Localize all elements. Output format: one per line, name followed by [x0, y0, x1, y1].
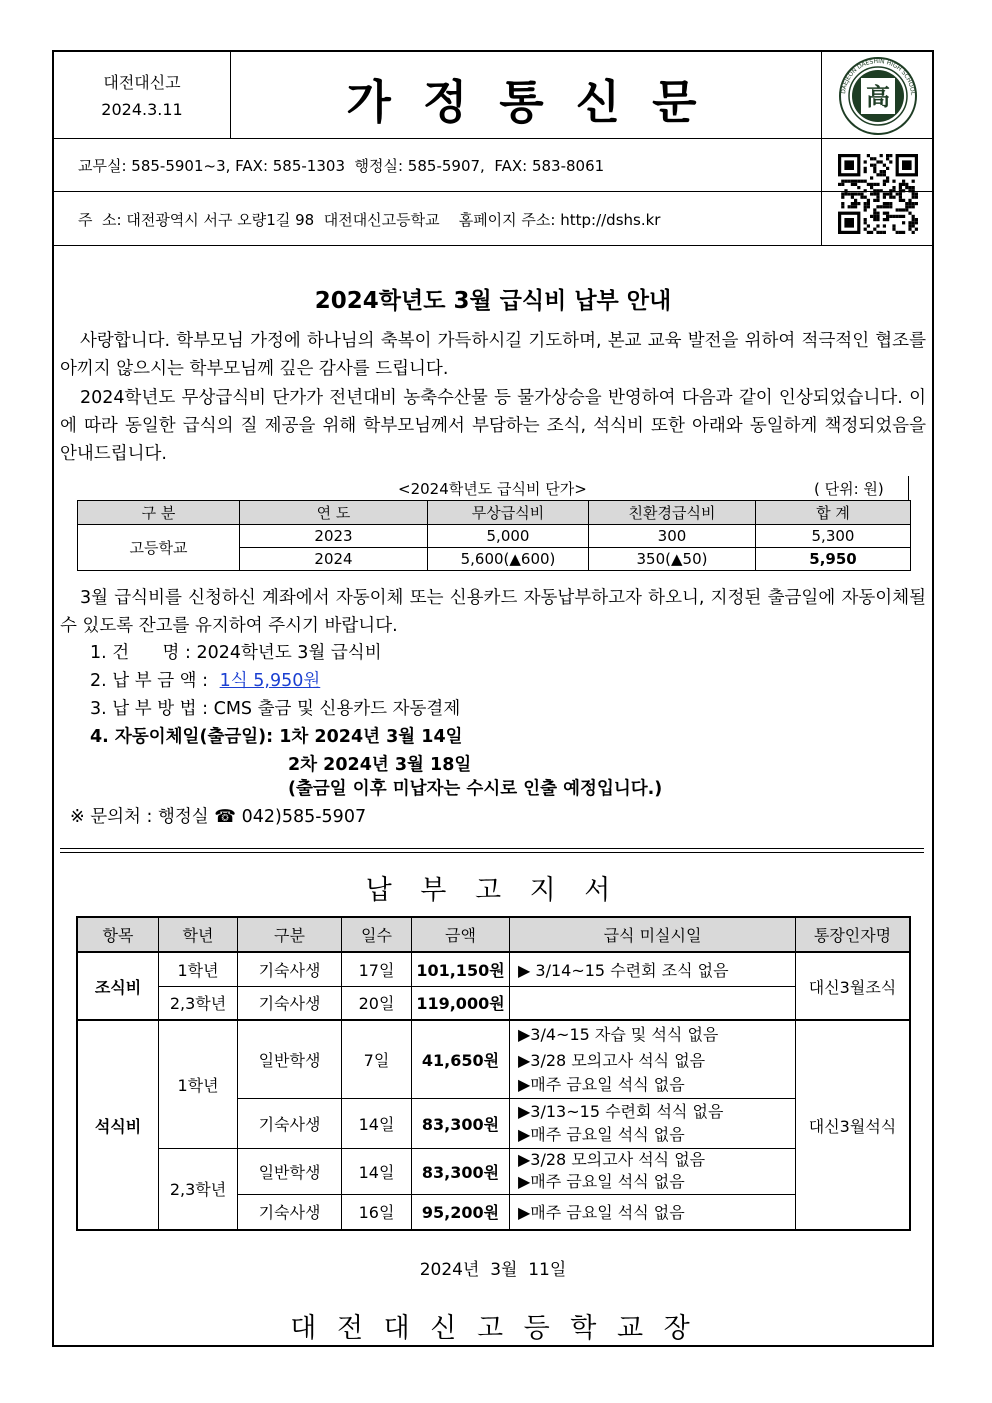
price-cell: 5,600(▲600) [428, 548, 589, 571]
address-line: 주 소: 대전광역시 서구 오량1길 98 대전대신고등학교 홈페이지 주소: http://dshs.kr [78, 211, 661, 229]
note-line: ▶매주 금요일 석식 없음 [518, 1075, 685, 1095]
bill-date: 2024년 3월 11일 [419, 1260, 567, 1280]
payment-item-4: 4. 자동이체일(출금일): 1차 2024년 3월 14일 [90, 727, 463, 747]
bill-amount: 41,650원 [412, 1020, 510, 1098]
school-date-cell [54, 52, 231, 139]
bill-type: 일반학생 [238, 1020, 342, 1098]
bill-header-row [77, 917, 910, 952]
title-cell [230, 52, 822, 139]
logo-cell [821, 52, 934, 139]
contact-info: ※ 문의처 : 행정실 ☎ 042)585-5907 [70, 807, 367, 827]
bill-type: 일반학생 [238, 1148, 342, 1194]
item-value: : 2024학년도 3월 급식비 [185, 643, 382, 663]
bill-title: 납 부 고 지 서 [365, 875, 621, 906]
logo-ring-text: DAEJEON DAESHIN HIGH SCHOOL [840, 57, 917, 96]
bill-header: 급식 미실시일 [510, 917, 796, 952]
bill-header: 금액 [412, 917, 510, 952]
breakfast-account-name: 대신3월조식 [796, 952, 911, 1020]
bill-note [510, 1020, 796, 1098]
table-row [78, 525, 911, 548]
address-cell [54, 192, 822, 246]
bill-note [510, 1148, 796, 1194]
price-header-year: 연 도 [240, 501, 428, 525]
price-header-free-meal: 무상급식비 [428, 501, 589, 525]
price-table-header [78, 501, 911, 525]
price-cell: 350(▲50) [589, 548, 756, 571]
bill-note: ▶매주 금요일 석식 없음 [510, 1194, 796, 1230]
bill-amount: 95,200원 [412, 1194, 510, 1230]
payment-item-1 [90, 639, 382, 667]
bill-days: 17일 [342, 952, 412, 986]
price-cell: 2023 [240, 525, 428, 548]
bill-amount: 83,300원 [412, 1148, 510, 1194]
bill-type: 기숙사생 [238, 1098, 342, 1148]
payment-amount-link[interactable]: 1식 5,950원 [219, 671, 321, 691]
section-divider-bottom [60, 852, 924, 853]
header-phone-row [54, 139, 932, 192]
price-cell: 300 [589, 525, 756, 548]
price-cell: 2024 [240, 548, 428, 571]
phone-line: 교무실: 585-5901~3, FAX: 585-1303 행정실: 585-5907, FAX: 583-8061 [78, 157, 605, 175]
header-address-row [54, 192, 932, 246]
bill-days: 20일 [342, 986, 412, 1020]
bill-grade: 2,3학년 [159, 1148, 238, 1230]
notice-title: 2024학년도 3월 급식비 납부 안내 [314, 288, 672, 314]
price-table [77, 500, 911, 571]
price-header-total: 합 계 [756, 501, 911, 525]
bill-amount: 101,150원 [412, 952, 510, 986]
bill-note: ▶ 3/14~15 수련회 조식 없음 [510, 952, 796, 986]
bill-amount: 119,000원 [412, 986, 510, 1020]
note-line: ▶매주 금요일 석식 없음 [518, 1125, 685, 1144]
note-line: ▶3/13~15 수련회 석식 없음 [518, 1102, 724, 1121]
price-cell: 5,000 [428, 525, 589, 548]
unpaid-note: (출금일 이후 미납자는 수시로 인출 예정입니다.) [288, 779, 663, 799]
table-row [77, 952, 910, 986]
note-line: ▶3/28 모의고사 석식 없음 [518, 1051, 706, 1071]
table-row [77, 1148, 910, 1194]
caption-divider [908, 476, 909, 500]
logo-char: 高 [866, 82, 890, 111]
note-line: ▶매주 금요일 석식 없음 [518, 1172, 685, 1191]
bill-note [510, 1098, 796, 1148]
item-label: 1. 건 명 [90, 643, 180, 663]
paragraph-price-change: 2024학년도 무상급식비 단가가 전년대비 농축수산물 등 물가상승을 반영하여 다음과 같이 인상되었습니다. 이에 따라 동일한 급식의 질 제공을 위해 학부모님께서 부담하는 조식, 석식비 또한 아래와 동일하게 책정되었음을 안내드립니다. [60, 388, 926, 464]
payment-item-2 [90, 667, 320, 695]
bill-type: 기숙사생 [238, 952, 342, 986]
table-row [77, 1020, 910, 1098]
bill-header: 학년 [159, 917, 238, 952]
principal-signature: 대 전 대 신 고 등 학 교 장 [290, 1313, 696, 1344]
bill-table [76, 916, 911, 1231]
bill-grade: 1학년 [159, 1020, 238, 1148]
issue-date: 2024.3.11 [101, 100, 183, 119]
price-header-category: 구 분 [78, 501, 240, 525]
bill-header: 항목 [77, 917, 159, 952]
second-transfer-date: 2차 2024년 3월 18일 [288, 755, 472, 775]
paragraph-auto-transfer: 3월 급식비를 신청하신 계좌에서 자동이체 또는 신용카드 자동납부하고자 하오니, 지정된 출금일에 자동이체될 수 있도록 잔고를 유지하여 주시기 바랍니다. [60, 588, 926, 636]
price-group: 고등학교 [78, 525, 240, 571]
bill-days: 14일 [342, 1148, 412, 1194]
price-table-caption: <2024학년도 급식비 단가> [398, 480, 587, 498]
bill-grade: 2,3학년 [159, 986, 238, 1020]
school-short-name: 대전대신고 [103, 73, 181, 92]
price-header-eco-meal: 친환경급식비 [589, 501, 756, 525]
bill-days: 16일 [342, 1194, 412, 1230]
bill-days: 7일 [342, 1020, 412, 1098]
qr-code-icon[interactable] [838, 154, 918, 234]
item-label: 3. 납 부 방 법 [90, 699, 197, 719]
bill-type: 기숙사생 [238, 1194, 342, 1230]
price-cell: 5,300 [756, 525, 911, 548]
bill-note [510, 986, 796, 1020]
price-cell-total: 5,950 [756, 548, 911, 571]
bill-header: 일수 [342, 917, 412, 952]
bill-amount: 83,300원 [412, 1098, 510, 1148]
item-label: 2. 납 부 금 액 [90, 671, 197, 691]
paragraph-greeting: 사랑합니다. 학부모님 가정에 하나님의 축복이 가득하시길 기도하며, 본교 교육 발전을 위하여 적극적인 협조를 아끼지 않으시는 학부모님께 깊은 감사를 드립니다. [60, 331, 926, 379]
item-value: : CMS 출금 및 신용카드 자동결제 [202, 699, 461, 719]
breakfast-label: 조식비 [77, 952, 159, 1020]
bill-type: 기숙사생 [238, 986, 342, 1020]
phone-cell [54, 139, 822, 192]
bill-days: 14일 [342, 1098, 412, 1148]
section-divider-top [60, 848, 924, 849]
page-title: 가 정 통 신 문 [346, 75, 705, 129]
item-colon: : [202, 671, 209, 691]
bill-header: 통장인자명 [796, 917, 911, 952]
payment-item-3 [90, 695, 460, 723]
school-logo-icon [821, 52, 934, 139]
table-row [77, 986, 910, 1020]
bill-header: 구분 [238, 917, 342, 952]
note-line: ▶3/28 모의고사 석식 없음 [518, 1150, 706, 1169]
price-table-unit: ( 단위: 원) [814, 480, 884, 498]
header-top-row [54, 52, 932, 139]
dinner-account-name: 대신3월석식 [796, 1020, 911, 1230]
bill-grade: 1학년 [159, 952, 238, 986]
note-line: ▶3/4~15 자습 및 석식 없음 [518, 1025, 719, 1045]
dinner-label: 석식비 [77, 1020, 159, 1230]
